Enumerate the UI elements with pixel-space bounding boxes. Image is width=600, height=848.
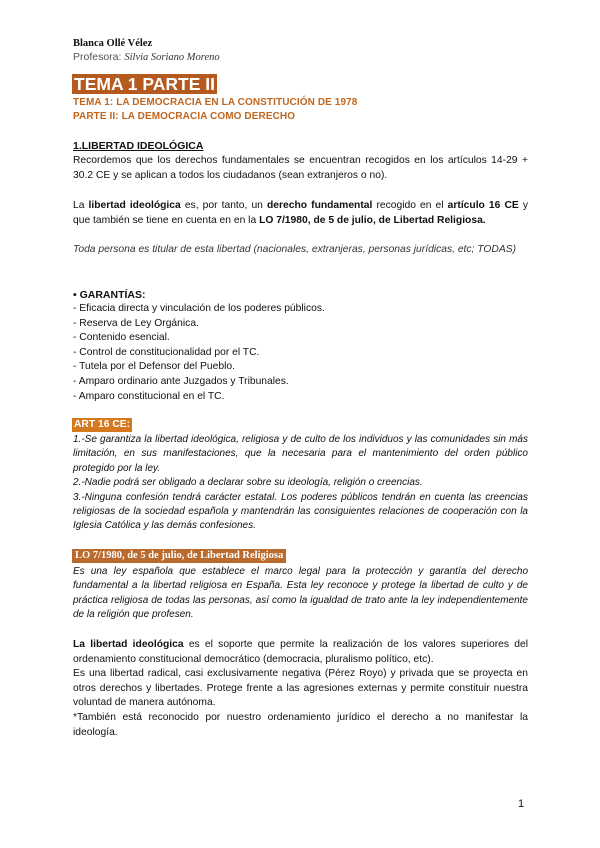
titular-note: Toda persona es titular de esta libertad (nacionales, extranjeras, personas jurídicas, etc; TODAS) bbox=[73, 244, 516, 255]
lo-tag: LO 7/1980, de 5 de julio, de Libertad Religiosa bbox=[72, 549, 286, 563]
professor-name: Silvia Soriano Moreno bbox=[124, 52, 220, 63]
garantias-list bbox=[73, 302, 325, 404]
art16-paragraph-1: 1.-Se garantiza la libertad ideológica, religiosa y de culto de los individuos y las comunidades sin más limitación, en sus manifestaciones, que la necesaria para el mantenimiento del orden público protegido por la ley. bbox=[73, 434, 528, 474]
lo-description: Es una ley española que establece el marco legal para la protección y garantía del derecho fundamental a la libertad religiosa en España. Esta ley reconoce y protege la libertad de culto y de práctica religiosa de todas las personas, así como la igualdad de trato ante la ley independientemente de la religión que profesen. bbox=[73, 566, 528, 621]
section-heading: 1.LIBERTAD IDEOLÓGICA bbox=[73, 140, 204, 152]
closing-paragraph-2: Es una libertad radical, casi exclusivamente negativa (Pérez Royo) y privada que se proyecta en otros derechos y libertades. Protege frente a las agresiones externas y permite constituir nuestra voluntad de manera autónoma. bbox=[73, 668, 528, 709]
art16-paragraph-3: 3.-Ninguna confesión tendrá carácter estatal. Los poderes públicos tendrán en cuenta las creencias religiosas de la sociedad española y mantendrán las consiguientes relaciones de cooperación con la Iglesia Católica y las demás confesiones. bbox=[73, 491, 528, 532]
subtitle-parte: PARTE II: LA DEMOCRACIA COMO DERECHO bbox=[73, 111, 296, 122]
list-item: - Eficacia directa y vinculación de los poderes públicos. bbox=[73, 303, 325, 314]
list-item: - Amparo ordinario ante Juzgados y Tribunales. bbox=[73, 375, 289, 387]
subtitle-tema: TEMA 1: LA DEMOCRACIA EN LA CONSTITUCIÓN DE 1978 bbox=[73, 97, 358, 108]
art16-text bbox=[73, 433, 528, 534]
closing-paragraph-3: *También está reconocido por nuestro ordenamiento jurídico el derecho a no manifestar la ideología. bbox=[73, 711, 528, 738]
professor-label: Profesora: bbox=[73, 51, 125, 63]
art16-paragraph-2: 2.-Nadie podrá ser obligado a declarar sobre su ideología, religión o creencias. bbox=[73, 477, 423, 489]
list-item: - Amparo constitucional en el TC. bbox=[73, 390, 225, 402]
list-item: - Tutela por el Defensor del Pueblo. bbox=[73, 361, 235, 373]
list-item: - Control de constitucionalidad por el TC. bbox=[73, 346, 260, 358]
closing-text bbox=[73, 638, 528, 740]
author-name: Blanca Ollé Vélez bbox=[73, 38, 153, 49]
closing-paragraph-1: La libertad ideológica es el soporte que permite la realización de los valores superiores del ordenamiento constitucional democrático (democracia, pluralismo político, etc). bbox=[73, 639, 528, 665]
document-title: TEMA 1 PARTE II bbox=[74, 74, 215, 94]
list-item: - Reserva de Ley Orgánica. bbox=[73, 317, 199, 329]
list-item: - Contenido esencial. bbox=[73, 332, 170, 344]
garantias-heading: • GARANTÍAS: bbox=[73, 289, 146, 301]
intro-paragraph: Recordemos que los derechos fundamentales se encuentran recogidos en los artículos 14-29 + 30.2 CE y se aplican a todos los ciudadanos (sean extranjeros o no). bbox=[73, 155, 528, 181]
libertad-paragraph: La libertad ideológica es, por tanto, un derecho fundamental recogido en el artículo 16 CE y que también se tiene en cuenta en en la LO 7/1980, de 5 de julio, de Libertad Religiosa. bbox=[73, 200, 528, 226]
page-number: 1 bbox=[518, 798, 525, 810]
professor-line bbox=[73, 51, 220, 63]
art16-tag: ART 16 CE: bbox=[74, 419, 131, 430]
